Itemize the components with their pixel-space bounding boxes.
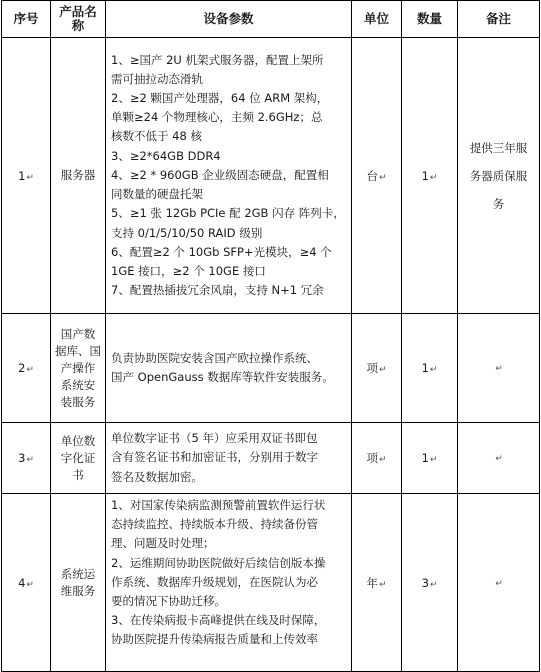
param-line: 协助医院提升传染病报告质量和上传效率 (111, 632, 318, 647)
table-row (2, 494, 540, 672)
param-line: 3、≥2*64GB DDR4 (111, 148, 221, 163)
product-name-line: 系统运 (60, 566, 96, 581)
cell-seq: 1↵ (2, 38, 51, 314)
param-line: 核数不低于 48 核 (111, 129, 202, 144)
header-row (2, 1, 540, 38)
param-line: 单颗≥24 个物理核心，主频 2.6GHz；总 (111, 110, 323, 125)
param-line: 单位数字证书（5 年）应采用双证书即包 (111, 431, 318, 446)
param-line: 要的情况下协助迁移。 (111, 594, 226, 609)
product-name-line: 据库、国 (55, 343, 101, 358)
param-line: 4、≥2 * 960GB 企业级固态硬盘，配置相 (111, 167, 329, 182)
header-qty: 数量 (402, 1, 458, 38)
header-params: 设备参数 (106, 1, 352, 38)
table-row (2, 423, 540, 494)
return-mark: ↵ (378, 172, 387, 183)
param-line: 同数量的硬盘托架 (111, 187, 203, 202)
param-line: 6、配置≥2 个 10Gb SFP+光模块，≥4 个 (111, 244, 332, 259)
param-line: 1、对国家传染病监测预警前置软件运行状 (111, 498, 326, 512)
table-row (2, 38, 540, 314)
return-mark: ↵ (429, 172, 438, 183)
param-line: 需可抽拉动态滑轨 (111, 71, 203, 86)
note-line: 提供三年服 (469, 140, 528, 155)
cell-note (458, 38, 540, 314)
return-mark: ↵ (429, 455, 438, 465)
param-line: 1GE 接口，≥2 个 10GE 接口 (111, 263, 266, 278)
product-name-line: 单位数 (60, 433, 96, 448)
cell-note (458, 423, 540, 494)
param-line: 2、运维期间协助医院做好后续信创版本操 (111, 555, 326, 570)
cell-note (458, 314, 540, 423)
return-mark: ↵ (495, 364, 503, 374)
return-mark: ↵ (26, 172, 34, 183)
param-line: 国产 OpenGauss 数据库等软件安装服务。 (111, 370, 334, 384)
param-line: 3、在传染病报卡高峰提供在线及时保障， (111, 613, 326, 628)
return-mark: ↵ (495, 454, 503, 464)
cell-params (106, 494, 352, 672)
cell-unit: 台↵ (352, 38, 402, 314)
header-seq: 序号 (2, 1, 51, 38)
return-mark: ↵ (26, 579, 34, 590)
cell-product-name (51, 423, 106, 494)
header-unit: 单位 (352, 1, 402, 38)
cell-params (106, 423, 352, 494)
cell-params (106, 38, 352, 314)
return-mark: ↵ (495, 578, 503, 589)
note-line: 务 (492, 196, 505, 211)
param-line: 理、问题及时处理； (111, 536, 215, 551)
cell-seq: 4↵ (2, 494, 51, 672)
product-name-line: 产操作 (60, 360, 96, 375)
cell-qty: 1↵ (402, 423, 458, 494)
param-line: 5、≥1 张 12Gb PCIe 配 2GB 闪存 阵列卡， (111, 206, 345, 221)
return-mark: ↵ (429, 365, 438, 375)
cell-unit: 项↵ (352, 423, 402, 494)
product-name-line: 书 (72, 467, 84, 482)
param-line: 7、配置热插拔冗余风扇，支持 N+1 冗余 (111, 283, 324, 298)
cell-unit: 项↵ (352, 314, 402, 423)
return-mark: ↵ (26, 365, 34, 375)
product-name-line: 服务器 (60, 168, 96, 182)
equipment-spec-table (1, 0, 540, 672)
cell-qty: 1↵ (402, 314, 458, 423)
param-line: 作系统、数据库升级规划，在医院认为必 (111, 574, 318, 589)
param-line: 含有签名证书和加密证书，分别用于数字 (111, 450, 318, 465)
param-line: 2、≥2 颗国产处理器，64 位 ARM 架构， (111, 91, 329, 106)
cell-seq: 3↵ (2, 423, 51, 494)
product-name-line: 装服务 (60, 394, 96, 409)
product-name-line: 维服务 (60, 583, 96, 598)
header-name-line: 产品名 (59, 4, 97, 19)
return-mark: ↵ (26, 455, 34, 465)
cell-unit: 年↵ (352, 494, 402, 672)
cell-qty: 3↵ (402, 494, 458, 672)
cell-params (106, 314, 352, 423)
return-mark: ↵ (378, 455, 387, 465)
cell-product-name (51, 494, 106, 672)
note-line: 务器质保服 (469, 168, 528, 183)
cell-product-name (51, 314, 106, 423)
product-name-line: 国产数 (60, 326, 96, 341)
header-name-line: 称 (71, 18, 85, 33)
cell-qty: 1↵ (402, 38, 458, 314)
param-line: 态持续监控、持续版本升级、持续备份管 (111, 517, 318, 532)
cell-product-name (51, 38, 106, 314)
param-line: 支持 0/1/5/10/50 RAID 级别 (111, 225, 263, 240)
product-name-line: 字化证 (60, 450, 96, 465)
cell-seq: 2↵ (2, 314, 51, 423)
param-line: 1、≥国产 2U 机架式服务器，配置上架所 (111, 52, 324, 67)
param-line: 签名及数据加密。 (111, 469, 203, 484)
param-line: 负责协助医院安装含国产欧拉操作系统、 (111, 350, 318, 365)
return-mark: ↵ (378, 579, 387, 590)
table-row (2, 314, 540, 423)
return-mark: ↵ (429, 579, 438, 590)
cell-note (458, 494, 540, 672)
return-mark: ↵ (378, 365, 387, 375)
header-note: 备注 (458, 1, 540, 38)
product-name-line: 系统安 (60, 377, 96, 392)
header-product-name (51, 1, 106, 38)
